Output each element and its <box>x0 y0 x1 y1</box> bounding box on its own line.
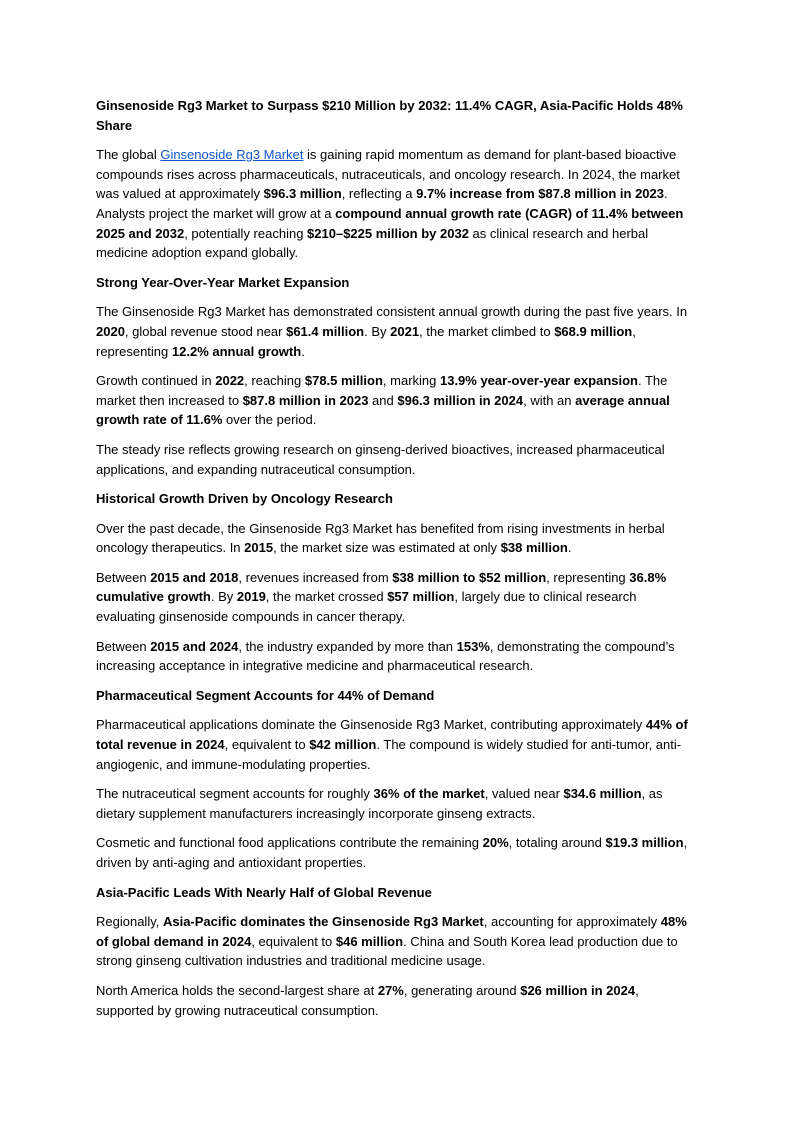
text-span: . China and South Korea lead production due to strong ginseng cultivation industries and traditional medicine usage. <box>96 933 678 969</box>
text-span: Over the past decade, the Ginsenoside Rg3 Market has benefited from rising investments in herbal oncology therapeutics. In <box>96 520 665 556</box>
bold-span: $96.3 million in 2024 <box>397 392 524 408</box>
market-link[interactable]: Ginsenoside Rg3 Market <box>160 147 304 163</box>
bold-span: 2015 and 2018 <box>150 569 239 585</box>
text-span: , driven by anti-aging and antioxidant properties. <box>96 835 688 870</box>
text-span: , generating around <box>403 982 521 998</box>
text-span: . The compound is widely studied for anti-tumor, anti-angiogenic, and immune-modulating properties. <box>96 737 682 772</box>
text-span: , largely due to clinical research evaluating ginsenoside compounds in cancer therapy. <box>96 589 637 625</box>
text-span: , with an <box>523 392 576 408</box>
bold-span: 44% of total revenue in 2024 <box>96 717 688 753</box>
text-span: , as dietary supplement manufacturers increasingly incorporate ginseng extracts. <box>96 786 663 821</box>
bold-span: average annual growth rate of 11.6% <box>96 392 670 428</box>
history-paragraph-2 <box>96 568 698 627</box>
yoy-paragraph-2 <box>96 371 698 430</box>
bold-span: $26 million in 2024 <box>520 982 636 998</box>
text-span: . By <box>210 589 237 605</box>
text-span: Between <box>96 638 151 654</box>
article-title: Ginsenoside Rg3 Market to Surpass $210 Million by 2032: 11.4% CAGR, Asia-Pacific Holds 48% Share <box>96 98 683 133</box>
bold-span: $78.5 million <box>304 373 383 389</box>
text-span: , supported by growing nutraceutical consumption. <box>96 982 639 1018</box>
text-span: , totaling around <box>508 835 606 851</box>
text-span: . <box>301 343 305 359</box>
bold-span: 2020 <box>96 323 125 339</box>
bold-span: 27% <box>377 982 404 998</box>
bold-span: $87.8 million in 2023 <box>242 392 369 408</box>
text-span: and <box>368 392 398 408</box>
bold-span: compound annual growth rate (CAGR) of 11.4% between 2025 and 2032 <box>96 205 684 241</box>
yoy-paragraph-3: The steady rise reflects growing research on ginseng-derived bioactives, increased pharmaceutical applications, and expanding nutraceutical consumption. <box>96 441 665 477</box>
bold-span: 48% of global demand in 2024 <box>96 914 687 949</box>
text-span: , reaching <box>244 373 305 389</box>
bold-span: $19.3 million <box>605 835 684 851</box>
text-span: , valued near <box>484 786 564 802</box>
text-span: . Analysts project the market will grow at a <box>96 186 668 221</box>
bold-span: 2022 <box>215 373 245 389</box>
text-span: over the period. <box>222 412 317 428</box>
text-span: , reflecting a <box>341 186 417 202</box>
text-span: , the market climbed to <box>419 323 555 339</box>
text-span: . The market then increased to <box>96 373 668 408</box>
text-span: , representing <box>546 569 630 585</box>
text-span: , the industry expanded by more than <box>238 638 457 654</box>
bold-span: 2019 <box>236 589 266 605</box>
bold-span: $46 million <box>335 933 404 949</box>
bold-span: Asia-Pacific dominates the Ginsenoside Rg3 Market <box>162 914 484 930</box>
yoy-paragraph-1 <box>96 302 698 361</box>
text-span: as clinical research and herbal medicine adoption expand globally. <box>96 225 649 261</box>
text-span: Regionally, <box>96 914 163 930</box>
section-heading-history: Historical Growth Driven by Oncology Research <box>96 491 393 507</box>
text-span: , equivalent to <box>224 737 310 753</box>
bold-span: 12.2% annual growth <box>171 343 302 359</box>
intro-paragraph <box>96 145 698 263</box>
history-paragraph-3 <box>96 637 698 676</box>
text-span: , equivalent to <box>251 933 336 949</box>
text-span: The nutraceutical segment accounts for roughly <box>96 786 374 802</box>
bold-span: $42 million <box>309 737 377 753</box>
bold-span: $96.3 million <box>263 186 342 202</box>
bold-span: 36.8% cumulative growth <box>96 569 667 605</box>
bold-span: $34.6 million <box>563 786 642 802</box>
text-span: . By <box>364 323 391 339</box>
pharma-paragraph-2 <box>96 784 698 823</box>
bold-span: $210–$225 million by 2032 <box>307 225 469 241</box>
text-span: , accounting for approximately <box>483 914 661 930</box>
section-heading-yoy: Strong Year-Over-Year Market Expansion <box>96 274 350 290</box>
bold-span: 13.9% year-over-year expansion <box>439 373 638 389</box>
bold-span: 36% of the market <box>373 786 485 802</box>
bold-span: 2015 <box>244 540 274 556</box>
section-heading-apac: Asia-Pacific Leads With Nearly Half of Global Revenue <box>96 884 432 900</box>
text-span: The Ginsenoside Rg3 Market has demonstrated consistent annual growth during the past five years. In <box>96 304 688 320</box>
bold-span: $57 million <box>387 589 455 605</box>
bold-span: 153% <box>456 638 490 654</box>
pharma-paragraph-1 <box>96 715 698 774</box>
history-paragraph-1 <box>96 519 698 558</box>
text-span: , representing <box>96 323 636 359</box>
text-span: , the market crossed <box>265 589 388 605</box>
text-span: North America holds the second-largest share at <box>96 982 378 998</box>
text-span: The global <box>96 147 161 163</box>
text-span: , global revenue stood near <box>124 323 287 339</box>
text-span: Cosmetic and functional food applications contribute the remaining <box>96 835 483 851</box>
text-span: , marking <box>382 373 440 389</box>
text-span: . <box>567 540 572 556</box>
text-span: Pharmaceutical applications dominate the Ginsenoside Rg3 Market, contributing approximately <box>96 717 646 733</box>
section-heading-pharma: Pharmaceutical Segment Accounts for 44% of Demand <box>96 687 435 703</box>
bold-span: $38 million to $52 million <box>392 569 547 585</box>
apac-paragraph-1 <box>96 912 698 971</box>
bold-span: 2015 and 2024 <box>150 638 239 654</box>
bold-span: 20% <box>482 835 509 851</box>
bold-span: $68.9 million <box>554 323 633 339</box>
text-span: is gaining rapid momentum as demand for plant-based bioactive compounds rises across pharmaceuticals, nutraceuticals, and oncology research. In 2024, the market was valued at approximately <box>96 147 680 202</box>
text-span: , demonstrating the compound’s increasing acceptance in integrative medicine and pharmaceutical research. <box>96 638 675 674</box>
bold-span: $38 million <box>500 540 568 556</box>
bold-span: 2021 <box>390 323 420 339</box>
pharma-paragraph-3 <box>96 833 698 872</box>
bold-span: $61.4 million <box>286 323 365 339</box>
bold-span: 9.7% increase from $87.8 million in 2023 <box>416 186 664 202</box>
text-span: , potentially reaching <box>184 225 308 241</box>
text-span: Growth continued in <box>96 373 216 389</box>
text-span: Between <box>96 569 151 585</box>
apac-paragraph-2 <box>96 981 698 1020</box>
text-span: , revenues increased from <box>238 569 393 585</box>
text-span: , the market size was estimated at only <box>273 540 501 556</box>
